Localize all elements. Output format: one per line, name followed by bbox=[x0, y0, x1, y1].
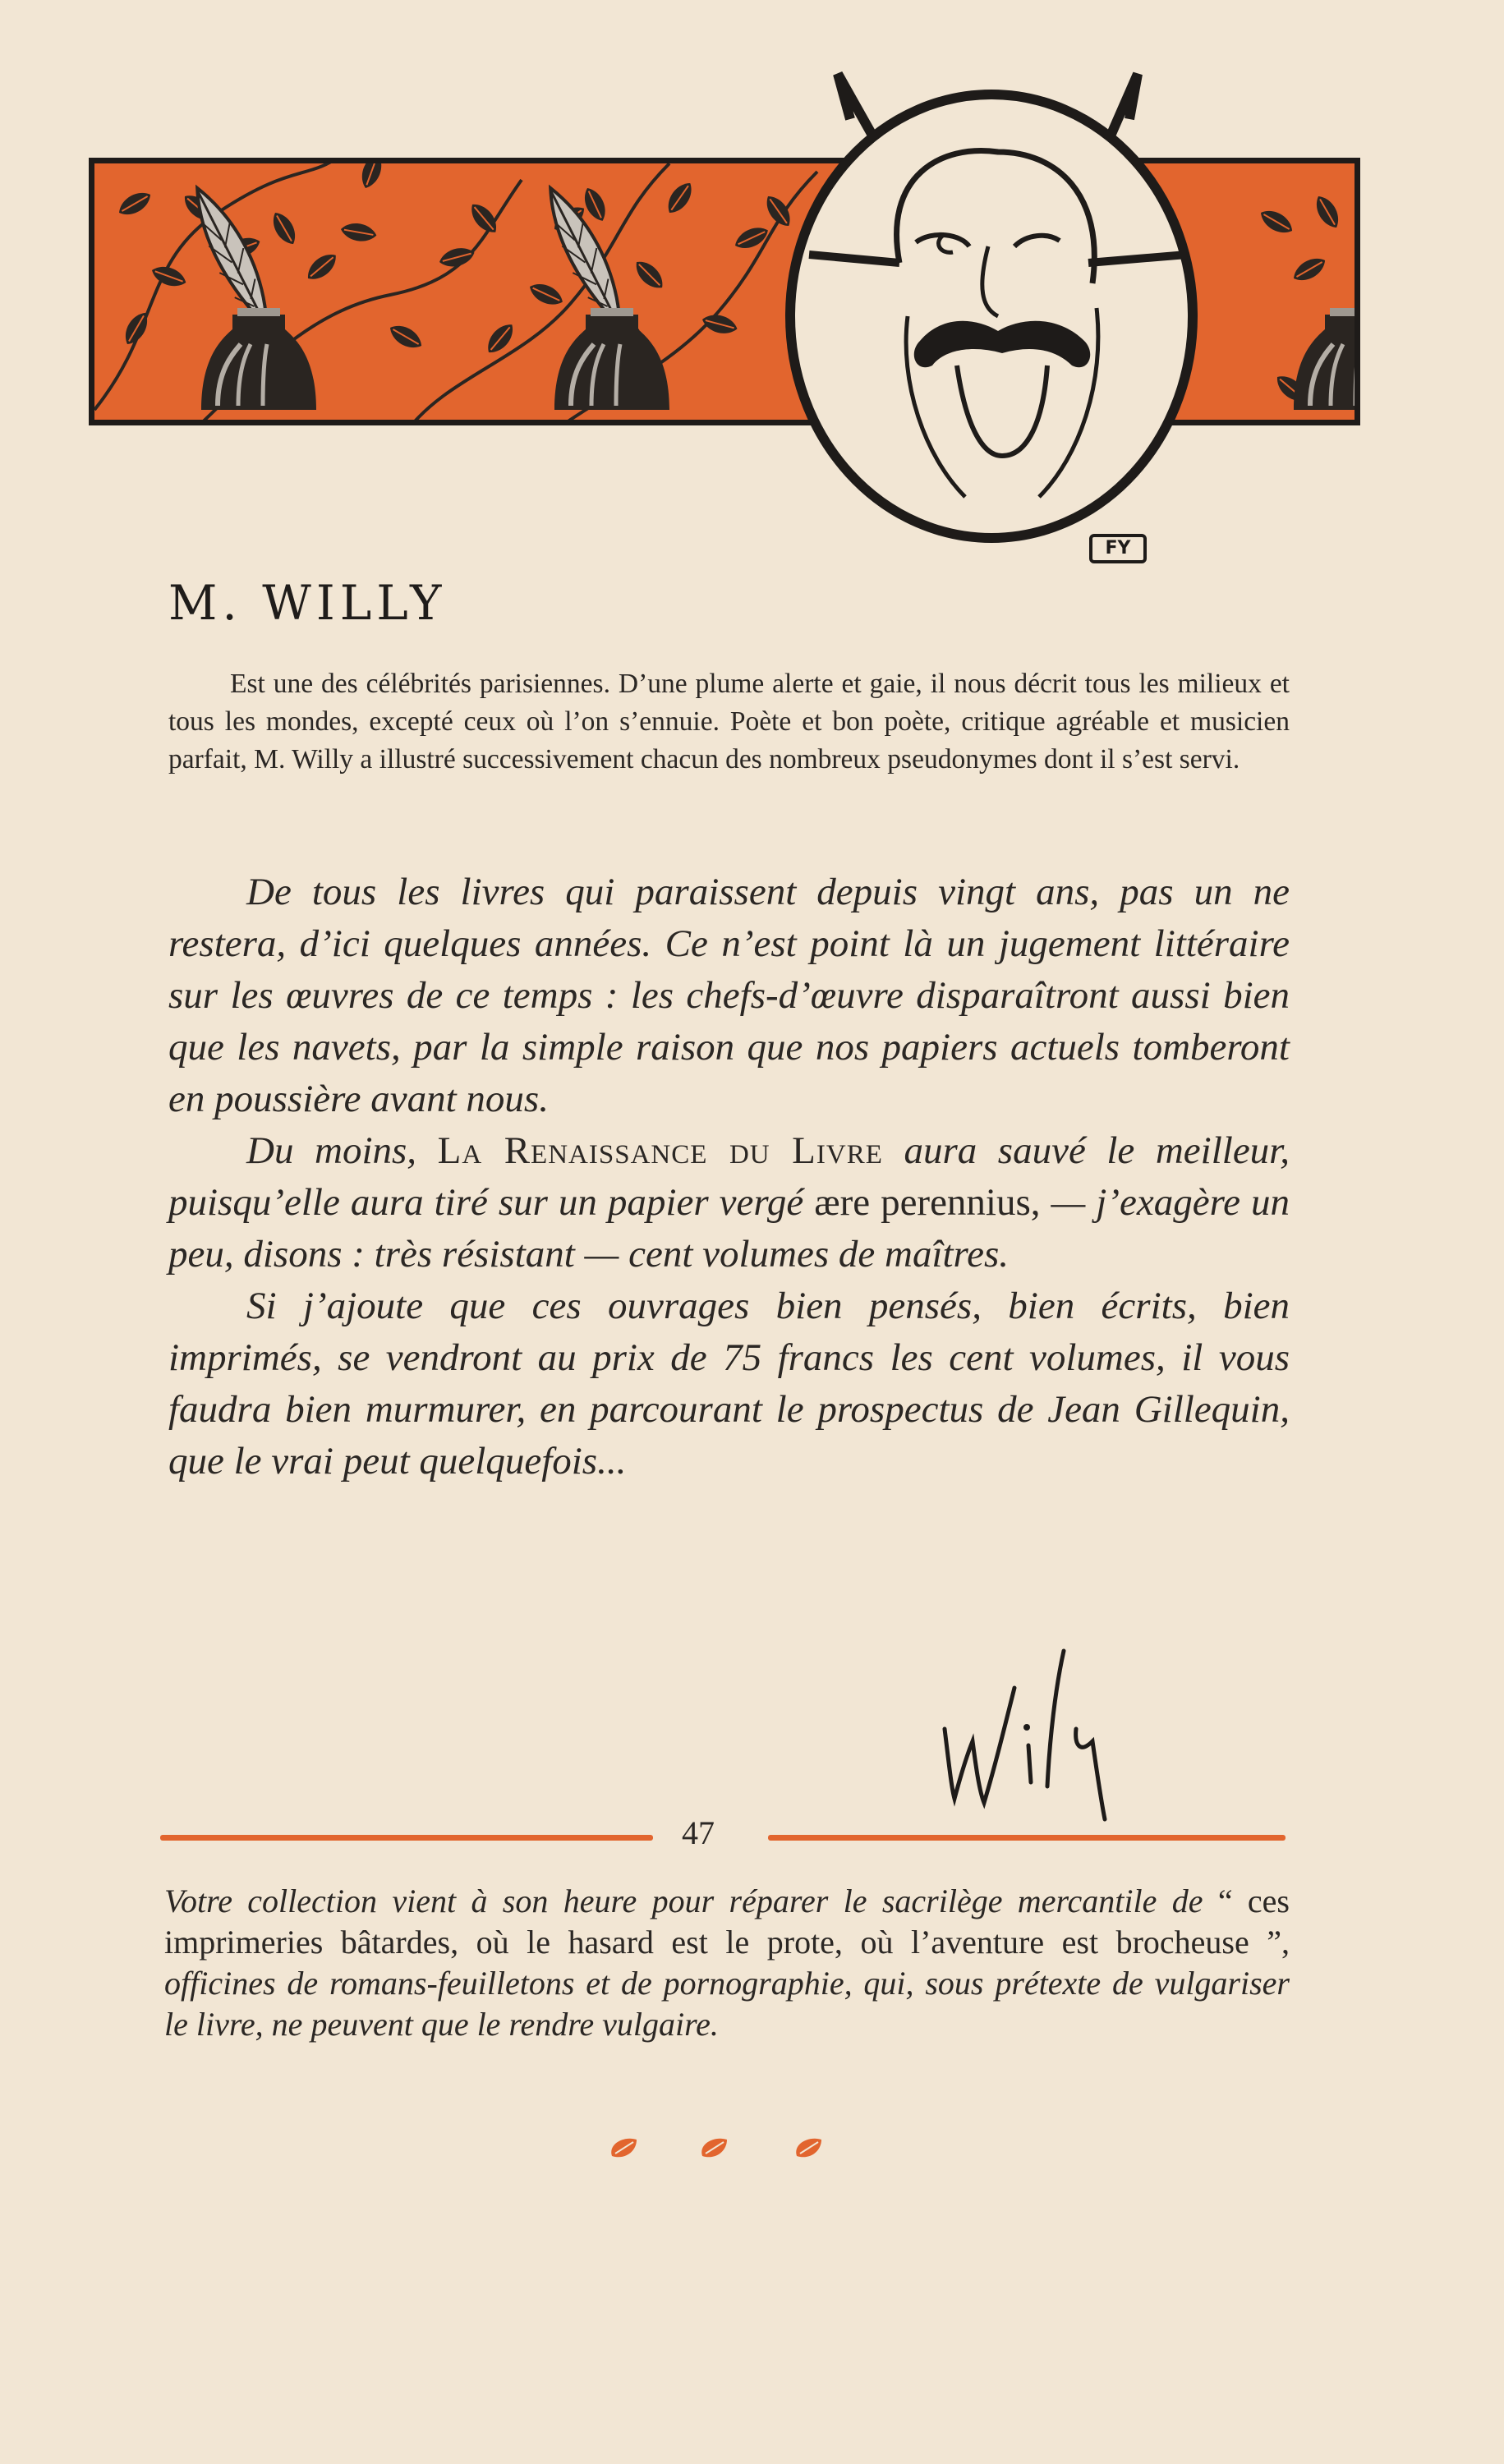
leaf-ornament-icon bbox=[604, 2131, 850, 2164]
testimonial-quote bbox=[164, 1881, 1290, 2045]
signature-willy bbox=[936, 1630, 1125, 1827]
quote-start: Votre collection vient à son heure pour réparer le sacrilège mercantile de bbox=[164, 1882, 1218, 1919]
quote-end: officines de romans-feuilletons et de pornographie, qui, sous prétexte de vulgariser le livre, ne peuvent que le rendre vulgaire. bbox=[164, 1965, 1290, 2043]
paragraph-2-middle: aura sauvé le meilleur, puisqu’elle aura tiré sur un papier vergé bbox=[168, 1129, 1290, 1224]
page-rule-right bbox=[768, 1835, 1286, 1841]
quote-citation: “ ces imprimeries bâtardes, où le hasard est le prote, où l’aventure est brocheuse ”, bbox=[164, 1882, 1290, 1961]
letter-body bbox=[168, 867, 1290, 1487]
publisher-name: La Renaissance du Livre bbox=[437, 1129, 883, 1172]
paragraph-2-end: — j’exagère un peu, disons : très résistant — cent volumes de maîtres. bbox=[168, 1181, 1290, 1276]
letter-paragraph-2 bbox=[168, 1125, 1290, 1280]
page-heading: M. WILLY bbox=[168, 575, 447, 631]
letter-paragraph-1: De tous les livres qui paraissent depuis vingt ans, pas un ne restera, d’ici quelques années. Ce n’est point là un jugement littéraire sur les œuvres de ce temps : les chefs-d’œuvre disparaîtront aussi bien que les navets, par la simple raison que nos papiers actuels tomberont en poussière avant nous. bbox=[168, 871, 1290, 1120]
paragraph-2-start: Du moins, bbox=[246, 1129, 438, 1172]
author-introduction: Est une des célébrités parisiennes. D’une plume alerte et gaie, il nous décrit tous les milieux et tous les mondes, excepté ceux où l’on s’ennuie. Poète et bon poète, critique agréable et musicien parfait, M. Willy a illustré successivement chacun des nombreux pseudonymes dont il s’est servi. bbox=[168, 669, 1290, 775]
letter-paragraph-3: Si j’ajoute que ces ouvrages bien pensés, bien écrits, bien imprimés, se vendront au prix de 75 francs les cent volumes, il vous faudra bien murmurer, en parcourant le prospectus de Jean Gillequin, que le vrai peut quelquefois... bbox=[168, 1285, 1290, 1483]
page-number: 47 bbox=[682, 1814, 715, 1851]
portrait-caricature-icon bbox=[776, 70, 1220, 587]
artist-monogram: FY bbox=[1089, 534, 1147, 563]
latin-phrase: ære perennius, bbox=[814, 1181, 1041, 1224]
page-rule-left bbox=[160, 1835, 653, 1841]
